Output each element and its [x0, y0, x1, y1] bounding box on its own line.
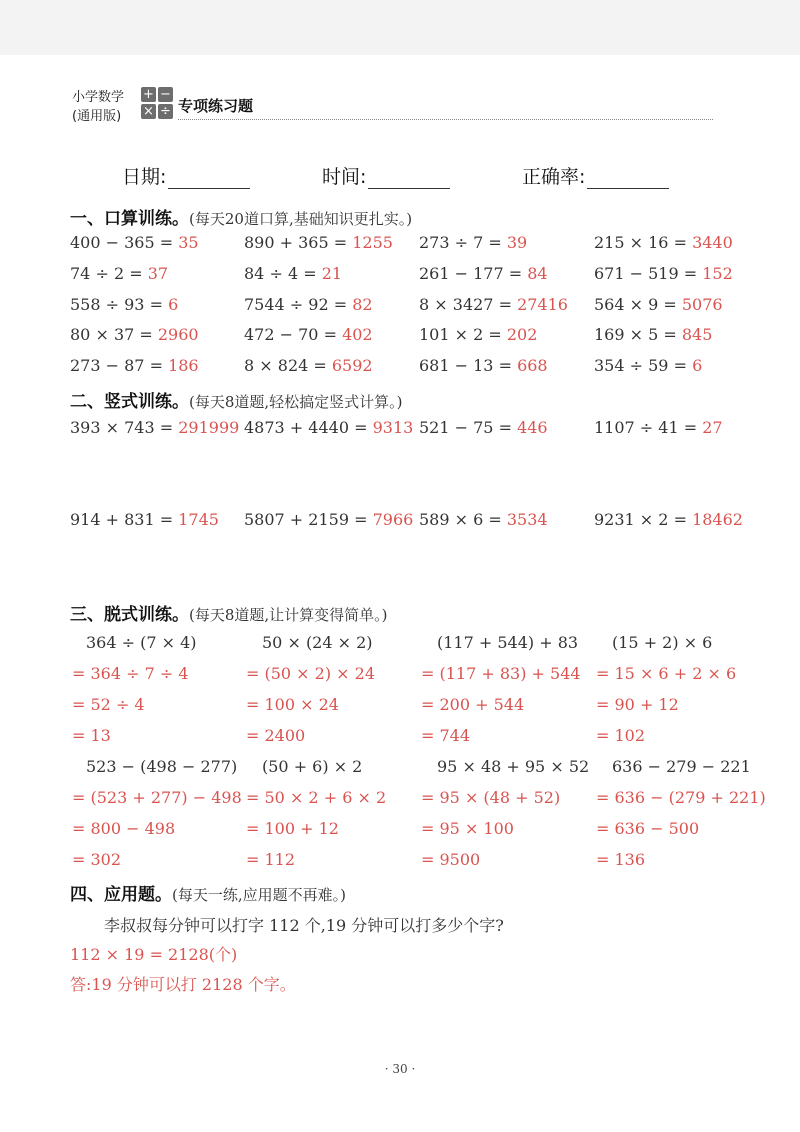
oral-calc-item	[70, 264, 168, 283]
oral-calc-item	[419, 325, 537, 344]
answer-text: 27416	[517, 295, 568, 314]
accuracy-label: 正确率:	[522, 166, 586, 188]
stepwise-step: = (523 + 277) − 498	[72, 788, 242, 807]
question-text: 273 − 87 =	[70, 356, 169, 375]
oral-calc-item	[594, 264, 733, 283]
accuracy-field	[522, 162, 669, 189]
section-2-heading	[70, 387, 403, 412]
question-text: 472 − 70 =	[244, 325, 343, 344]
question-text: 169 × 5 =	[594, 325, 682, 344]
question-text: 8 × 824 =	[244, 356, 332, 375]
answer-text: 18462	[692, 510, 743, 529]
section-1-title: 一、口算训练。	[70, 209, 189, 229]
question-text: 4873 + 4440 =	[244, 418, 373, 437]
stepwise-step: = 102	[596, 726, 646, 745]
section-1-heading	[70, 204, 412, 229]
stepwise-step: = 636 − (279 + 221)	[596, 788, 766, 807]
accuracy-blank	[587, 168, 669, 189]
answer-text: 6	[168, 295, 179, 314]
multiply-icon: ×	[141, 104, 156, 119]
question-text: 393 × 743 =	[70, 418, 179, 437]
stepwise-step: = 90 + 12	[596, 695, 679, 714]
vertical-calc-item	[244, 510, 413, 529]
answer-text: 291999	[178, 418, 240, 437]
stepwise-step: = 136	[596, 850, 646, 869]
answer-text: 5076	[681, 295, 723, 314]
question-text: 914 + 831 =	[70, 510, 179, 529]
stepwise-question: 50 × (24 × 2)	[262, 633, 373, 652]
question-text: 890 + 365 =	[244, 233, 353, 252]
divide-icon: ÷	[158, 104, 173, 119]
question-text: 8 × 3427 =	[419, 295, 518, 314]
stepwise-step: = (117 + 83) + 544	[421, 664, 581, 683]
answer-text: 3440	[692, 233, 733, 252]
stepwise-step: = 50 × 2 + 6 × 2	[246, 788, 387, 807]
question-text: 215 × 16 =	[594, 233, 693, 252]
question-text: 84 ÷ 4 =	[244, 264, 322, 283]
vertical-calc-item	[419, 418, 548, 437]
oral-calc-item	[594, 295, 723, 314]
answer-text: 84	[527, 264, 548, 283]
stepwise-step: = 302	[72, 850, 122, 869]
stepwise-question: 636 − 279 − 221	[612, 757, 751, 776]
oral-calc-item	[244, 233, 393, 252]
oral-calc-item	[594, 356, 702, 375]
stepwise-step: = 744	[421, 726, 471, 745]
header-title: 专项练习题	[178, 97, 254, 115]
section-1-note: (每天20道口算,基础知识更扎实。)	[189, 210, 413, 228]
question-text: 7544 ÷ 92 =	[244, 295, 353, 314]
oral-calc-item	[70, 356, 199, 375]
question-text: 354 ÷ 59 =	[594, 356, 693, 375]
stepwise-step: = 636 − 500	[596, 819, 700, 838]
section-4-heading	[70, 880, 346, 905]
stepwise-question: (117 + 544) + 83	[437, 633, 579, 652]
question-text: 5807 + 2159 =	[244, 510, 373, 529]
oral-calc-item	[70, 295, 178, 314]
answer-text: 668	[517, 356, 548, 375]
oral-calc-item	[419, 264, 548, 283]
section-3-note: (每天8道题,让计算变得简单。)	[189, 606, 388, 624]
stepwise-step: = 2400	[246, 726, 306, 745]
stepwise-step: = 9500	[421, 850, 481, 869]
answer-text: 39	[506, 233, 528, 252]
stepwise-question: 95 × 48 + 95 × 52	[437, 757, 590, 776]
answer-text: 186	[168, 356, 199, 375]
date-label: 日期:	[122, 166, 167, 188]
oral-calc-item	[594, 325, 712, 344]
plus-icon: +	[141, 87, 156, 102]
oral-calc-item	[244, 325, 373, 344]
vertical-calc-item	[70, 510, 219, 529]
oral-calc-item	[419, 233, 527, 252]
stepwise-step: = 95 × 100	[421, 819, 514, 838]
stepwise-step: = 52 ÷ 4	[72, 695, 145, 714]
vertical-calc-item	[70, 418, 239, 437]
section-2-note: (每天8道题,轻松搞定竖式计算。)	[189, 393, 403, 411]
question-text: 671 − 519 =	[594, 264, 703, 283]
brand-line-2: (通用版)	[72, 109, 122, 124]
word-problem-solution: 112 × 19 = 2128(个)	[70, 945, 238, 964]
stepwise-step: = 15 × 6 + 2 × 6	[596, 664, 737, 683]
stepwise-question: 523 − (498 − 277)	[86, 757, 238, 776]
vertical-calc-item	[419, 510, 548, 529]
answer-text: 7966	[372, 510, 414, 529]
oral-calc-item	[419, 295, 568, 314]
question-text: 521 − 75 =	[419, 418, 518, 437]
oral-calc-item	[244, 264, 342, 283]
date-blank	[168, 168, 250, 189]
answer-text: 152	[702, 264, 733, 283]
section-2-title: 二、竖式训练。	[70, 392, 189, 412]
stepwise-step: = 364 ÷ 7 ÷ 4	[72, 664, 189, 683]
vertical-calc-item	[244, 418, 413, 437]
question-text: 558 ÷ 93 =	[70, 295, 169, 314]
word-problem-answer: 答:19 分钟可以打 2128 个字。	[70, 975, 296, 994]
stepwise-step: = 13	[72, 726, 111, 745]
answer-text: 1745	[178, 510, 219, 529]
question-text: 564 × 9 =	[594, 295, 682, 314]
operator-icons	[141, 87, 175, 121]
brand-line-1: 小学数学	[72, 90, 125, 105]
answer-text: 6	[692, 356, 703, 375]
answer-text: 27	[702, 418, 723, 437]
answer-text: 446	[517, 418, 548, 437]
answer-text: 82	[352, 295, 373, 314]
question-text: 74 ÷ 2 =	[70, 264, 148, 283]
stepwise-question: 364 ÷ (7 × 4)	[86, 633, 197, 652]
question-text: 1107 ÷ 41 =	[594, 418, 703, 437]
answer-text: 202	[506, 325, 538, 344]
time-blank	[368, 168, 450, 189]
stepwise-step: = 95 × (48 + 52)	[421, 788, 561, 807]
stepwise-step: = 100 × 24	[246, 695, 339, 714]
section-4-title: 四、应用题。	[70, 885, 172, 905]
question-text: 589 × 6 =	[419, 510, 507, 529]
oral-calc-item	[70, 233, 199, 252]
stepwise-step: = 100 + 12	[246, 819, 339, 838]
stepwise-step: = (50 × 2) × 24	[246, 664, 376, 683]
oral-calc-item	[244, 295, 373, 314]
question-text: 80 × 37 =	[70, 325, 158, 344]
answer-text: 3534	[506, 510, 548, 529]
header-divider	[178, 119, 713, 120]
word-problem-text: 李叔叔每分钟可以打字 112 个,19 分钟可以打多少个字?	[104, 916, 504, 935]
answer-text: 21	[321, 264, 343, 283]
answer-text: 35	[178, 233, 199, 252]
stepwise-question: (15 + 2) × 6	[612, 633, 713, 652]
oral-calc-item	[70, 325, 199, 344]
stepwise-step: = 200 + 544	[421, 695, 525, 714]
stepwise-step: = 112	[246, 850, 296, 869]
oral-calc-item	[419, 356, 548, 375]
oral-calc-item	[244, 356, 373, 375]
vertical-calc-item	[594, 418, 723, 437]
section-3-heading	[70, 600, 388, 625]
stepwise-question: (50 + 6) × 2	[262, 757, 363, 776]
stepwise-step: = 800 − 498	[72, 819, 176, 838]
answer-text: 6592	[331, 356, 373, 375]
section-4-note: (每天一练,应用题不再难。)	[172, 886, 346, 904]
vertical-calc-item	[594, 510, 743, 529]
time-label: 时间:	[322, 166, 367, 188]
answer-text: 1255	[352, 233, 393, 252]
answer-text: 845	[681, 325, 713, 344]
question-text: 681 − 13 =	[419, 356, 518, 375]
question-text: 261 − 177 =	[419, 264, 528, 283]
minus-icon: −	[158, 87, 173, 102]
question-text: 9231 × 2 =	[594, 510, 693, 529]
answer-text: 2960	[157, 325, 199, 344]
question-text: 273 ÷ 7 =	[419, 233, 507, 252]
answer-text: 402	[342, 325, 373, 344]
oral-calc-item	[594, 233, 733, 252]
page-number: · 30 ·	[384, 1062, 416, 1076]
date-field	[122, 162, 250, 189]
section-3-title: 三、脱式训练。	[70, 605, 189, 625]
time-field	[322, 162, 450, 189]
answer-text: 9313	[372, 418, 414, 437]
question-text: 400 − 365 =	[70, 233, 179, 252]
answer-text: 37	[147, 264, 169, 283]
question-text: 101 × 2 =	[419, 325, 507, 344]
